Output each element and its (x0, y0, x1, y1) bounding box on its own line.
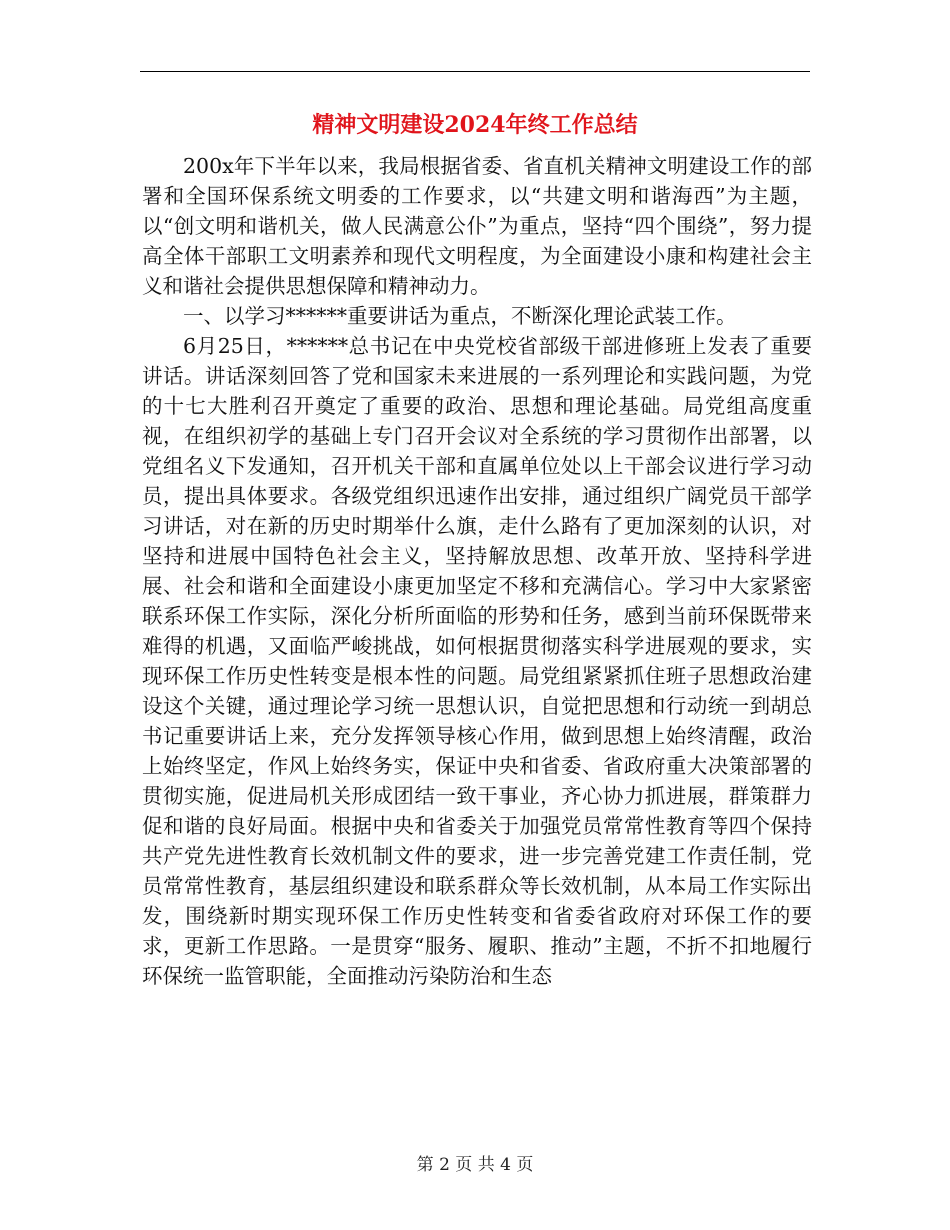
header-rule (140, 71, 810, 72)
document-title: 精神文明建设2024年终工作总结 (312, 112, 638, 138)
paragraph-section-body: 6月25日，******总书记在中央党校省部级干部进修班上发表了重要讲话。讲话深刻回答了党和国家未来进展的一系列理论和实践问题，为党的十七大胜利召开奠定了重要的政治、思想和理论基础。局党组高度重视，在组织初学的基础上专门召开会议对全系统的学习贯彻作出部署，以党组名义下发通知，召开机关干部和直属单位处以上干部会议进行学习动员，提出具体要求。各级党组织迅速作出安排，通过组织广阔党员干部学习讲话，对在新的历史时期举什么旗，走什么路有了更加深刻的认识，对坚持和进展中国特色社会主义，坚持解放思想、改革开放、坚持科学进展、社会和谐和全面建设小康更加坚定不移和充满信心。学习中大家紧密联系环保工作实际，深化分析所面临的形势和任务，感到当前环保既带来难得的机遇，又面临严峻挑战，如何根据贯彻落实科学进展观的要求，实现环保工作历史性转变是根本性的问题。局党组紧紧抓住班子思想政治建设这个关键，通过理论学习统一思想认识，自觉把思想和行动统一到胡总书记重要讲话上来，充分发挥领导核心作用，做到思想上始终清醒，政治上始终坚定，作风上始终务实，保证中央和省委、省政府重大决策部署的贯彻实施，促进局机关形成团结一致干事业，齐心协力抓进展，群策群力促和谐的良好局面。根据中央和省委关于加强党员常常性教育等四个保持共产党先进性教育长效机制文件的要求，进一步完善党建工作责任制，党员常常性教育，基层组织建设和联系群众等长效机制，从本局工作实际出发，围绕新时期实现环保工作历史性转变和省委省政府对环保工作的要求，更新工作思路。一是贯穿“服务、履职、推动”主题，不折不扣地履行环保统一监管职能，全面推动污染防治和生态 (142, 334, 812, 988)
document-body (142, 151, 812, 991)
page-number: 第 2 页 共 4 页 (416, 1155, 534, 1175)
paragraph-intro: 200x年下半年以来，我局根据省委、省直机关精神文明建设工作的部署和全国环保系统文明委的工作要求，以“共建文明和谐海西”为主题，以“创文明和谐机关，做人民满意公仆”为重点，坚持“四个围绕”，努力提高全体干部职工文明素养和现代文明程度，为全面建设小康和构建社会主义和谐社会提供思想保障和精神动力。 (142, 154, 812, 298)
paragraph-section-heading: 一、以学习******重要讲话为重点，不断深化理论武装工作。 (183, 304, 737, 328)
